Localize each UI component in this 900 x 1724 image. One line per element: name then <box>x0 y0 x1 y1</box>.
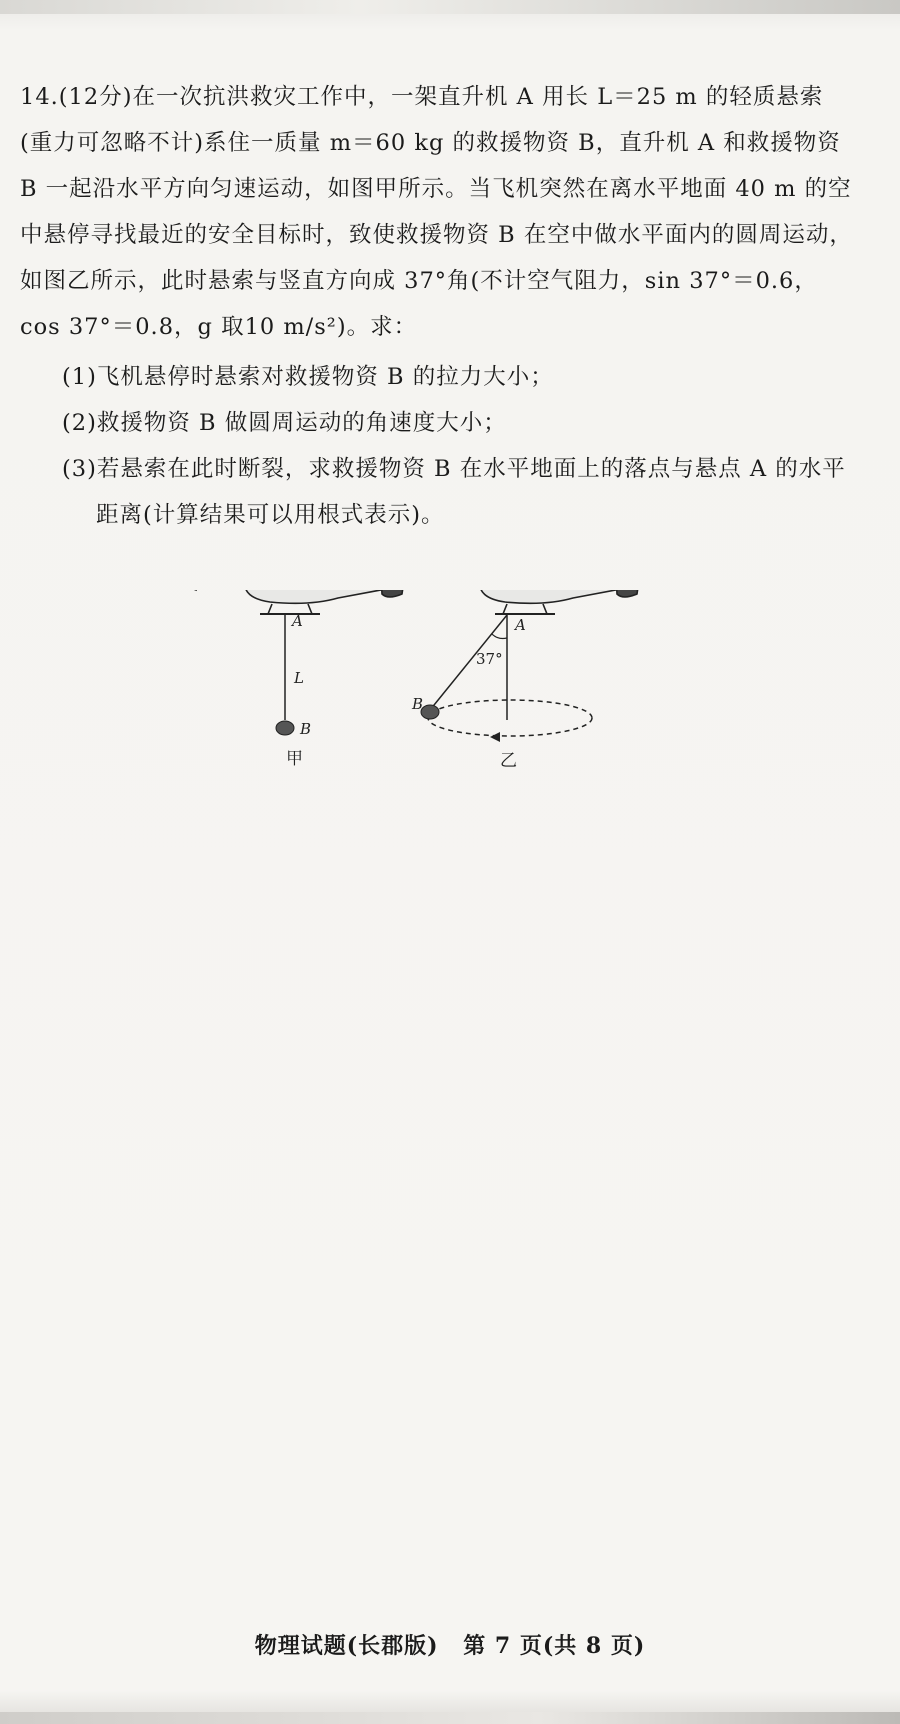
sub-question-3-line1: (3)若悬索在此时断裂，求救援物资 B 在水平地面上的落点与悬点 A 的水平 <box>62 456 846 482</box>
sub-question-3 <box>62 446 862 538</box>
cargo-right <box>421 705 439 719</box>
direction-arrow <box>490 732 500 742</box>
label-a-left: A <box>292 612 303 630</box>
question-number: 14.(12分) <box>20 84 133 110</box>
helicopter-figure <box>190 590 710 845</box>
footer-title: 物理试题(长郡版) <box>254 1633 439 1659</box>
caption-left: 甲 <box>286 749 303 769</box>
label-l: L <box>294 669 304 687</box>
sub-question-3-line2: 距离(计算结果可以用根式表示)。 <box>96 502 445 528</box>
caption-right: 乙 <box>500 751 517 771</box>
scan-bottom-edge <box>0 1712 900 1724</box>
question-14 <box>20 74 855 350</box>
circular-path <box>428 700 592 736</box>
sub-question-1: (1)飞机悬停时悬索对救援物资 B 的拉力大小； <box>62 364 554 390</box>
label-a-right: A <box>515 616 526 634</box>
helicopter-left <box>220 590 404 614</box>
scan-top-edge <box>0 0 900 14</box>
question-stem: 在一次抗洪救灾工作中，一架直升机 A 用长 L＝25 m 的轻质悬索(重力可忽略不计)系住一质量 m＝60 kg 的救援物资 B，直升机 A 和救援物资 B 一起沿水平方向匀速运动，如图甲所示。当飞机突然在离水平地面 40 m 的空中悬停寻找最近的安全目标时，致使救援物资 B 在空中做水平面内的圆周运动，如图乙所示，此时悬索与竖直方向成 37°角(不计空气阻力，sin 37°＝0.6，cos 37°＝0.8，g 取10 m/s²)。求： <box>20 84 853 340</box>
footer-page-number: 第 7 页(共 8 页) <box>463 1633 646 1659</box>
page-footer <box>0 1629 900 1660</box>
angle-label: 37° <box>476 650 503 668</box>
sub-question-2: (2)救援物资 B 做圆周运动的角速度大小； <box>62 410 507 436</box>
helicopter-right <box>455 590 639 614</box>
cargo-left <box>276 721 294 735</box>
label-b-left: B <box>300 720 312 738</box>
angle-arc <box>492 634 507 639</box>
label-b-right: B <box>412 695 424 713</box>
